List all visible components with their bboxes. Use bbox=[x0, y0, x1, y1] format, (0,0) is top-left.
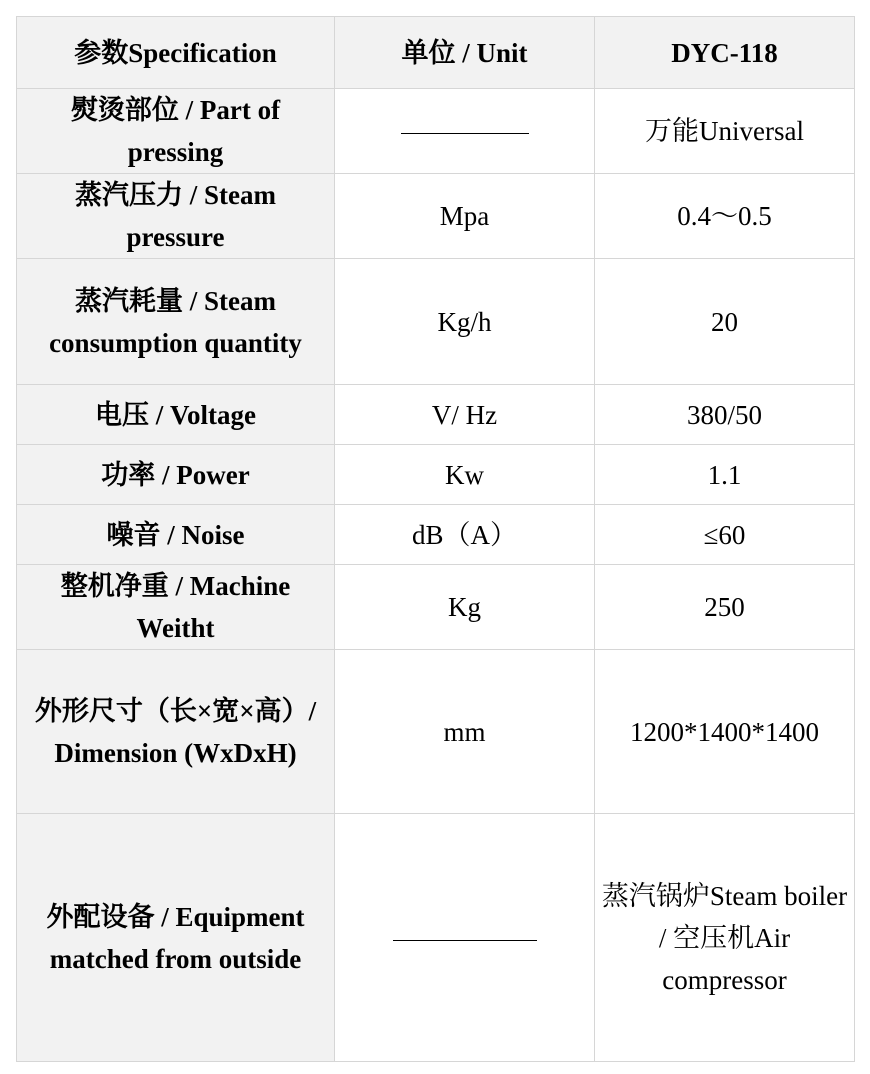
param-cell: 功率 / Power bbox=[17, 445, 335, 505]
unit-cell: V/ Hz bbox=[335, 385, 595, 445]
param-cell: 蒸汽压力 / Steam pressure bbox=[17, 174, 335, 259]
header-unit: 单位 / Unit bbox=[335, 17, 595, 89]
unit-cell: Kw bbox=[335, 445, 595, 505]
param-cell: 电压 / Voltage bbox=[17, 385, 335, 445]
table-row bbox=[17, 89, 855, 174]
table-row bbox=[17, 814, 855, 1062]
table-header-row bbox=[17, 17, 855, 89]
value-cell: 1.1 bbox=[595, 445, 855, 505]
table-row bbox=[17, 565, 855, 650]
value-cell: 380/50 bbox=[595, 385, 855, 445]
specification-table bbox=[16, 16, 855, 1062]
value-cell: 20 bbox=[595, 259, 855, 385]
table-row bbox=[17, 445, 855, 505]
param-cell: 蒸汽耗量 / Steam consumption quantity bbox=[17, 259, 335, 385]
param-cell: 外形尺寸（长×宽×高）/ Dimension (WxDxH) bbox=[17, 650, 335, 814]
table-row bbox=[17, 259, 855, 385]
unit-cell: mm bbox=[335, 650, 595, 814]
value-cell: 1200*1400*1400 bbox=[595, 650, 855, 814]
header-specification: 参数Specification bbox=[17, 17, 335, 89]
param-cell: 噪音 / Noise bbox=[17, 505, 335, 565]
blank-line bbox=[401, 133, 529, 134]
table-row bbox=[17, 174, 855, 259]
value-cell: 0.4～0.5 bbox=[595, 174, 855, 259]
unit-cell bbox=[335, 814, 595, 1062]
table-row bbox=[17, 650, 855, 814]
table-row bbox=[17, 385, 855, 445]
value-cell: 250 bbox=[595, 565, 855, 650]
unit-cell: Kg/h bbox=[335, 259, 595, 385]
unit-cell bbox=[335, 89, 595, 174]
value-cell: 蒸汽锅炉Steam boiler / 空压机Air compressor bbox=[595, 814, 855, 1062]
value-cell: 万能Universal bbox=[595, 89, 855, 174]
param-cell: 整机净重 / Machine Weitht bbox=[17, 565, 335, 650]
value-cell: ≤60 bbox=[595, 505, 855, 565]
blank-line bbox=[393, 940, 537, 941]
param-cell: 熨烫部位 / Part of pressing bbox=[17, 89, 335, 174]
table-row bbox=[17, 505, 855, 565]
unit-cell: dB（A） bbox=[335, 505, 595, 565]
unit-cell: Mpa bbox=[335, 174, 595, 259]
param-cell: 外配设备 / Equipment matched from outside bbox=[17, 814, 335, 1062]
unit-cell: Kg bbox=[335, 565, 595, 650]
header-model: DYC-118 bbox=[595, 17, 855, 89]
